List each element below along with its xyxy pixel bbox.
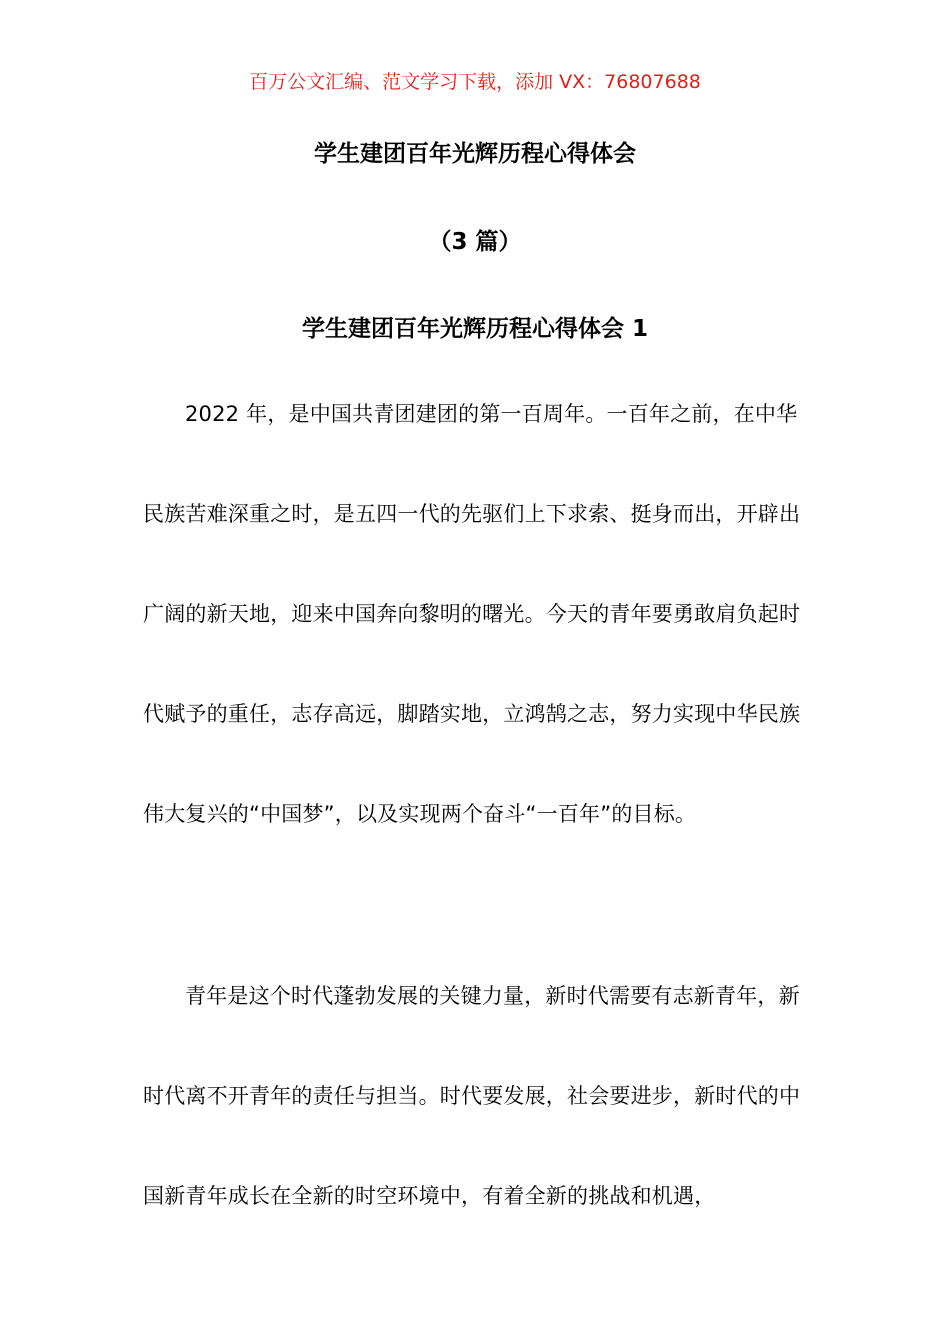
article-count: （3 篇） (428, 229, 522, 255)
paragraph-1: 2022 年，是中国共青团建团的第一百周年。一百年之前，在中华民族苦难深重之时，是五四一代的先驱们上下求索、挺身而出，开辟出广阔的新天地，迎来中国奔向黎明的曙光。今天的青年要勇敢肩负起时代赋予的重任，志存高远，脚踏实地，立鸿鹄之志，努力实现中华民族伟大复兴的“中国梦”，以及实现两个奋斗“一百年”的目标。 (143, 402, 801, 826)
section-heading: 学生建团百年光辉历程心得体会 1 (301, 316, 648, 342)
paragraph-2: 青年是这个时代蓬勃发展的关键力量，新时代需要有志新青年，新时代离不开青年的责任与担当。时代要发展，社会要进步，新时代的中国新青年成长在全新的时空环境中，有着全新的挑战和机遇， (143, 984, 801, 1208)
document-title: 学生建团百年光辉历程心得体会 (314, 141, 636, 167)
header-note: 百万公文汇编、范文学习下载，添加 VX：76807688 (249, 71, 701, 93)
